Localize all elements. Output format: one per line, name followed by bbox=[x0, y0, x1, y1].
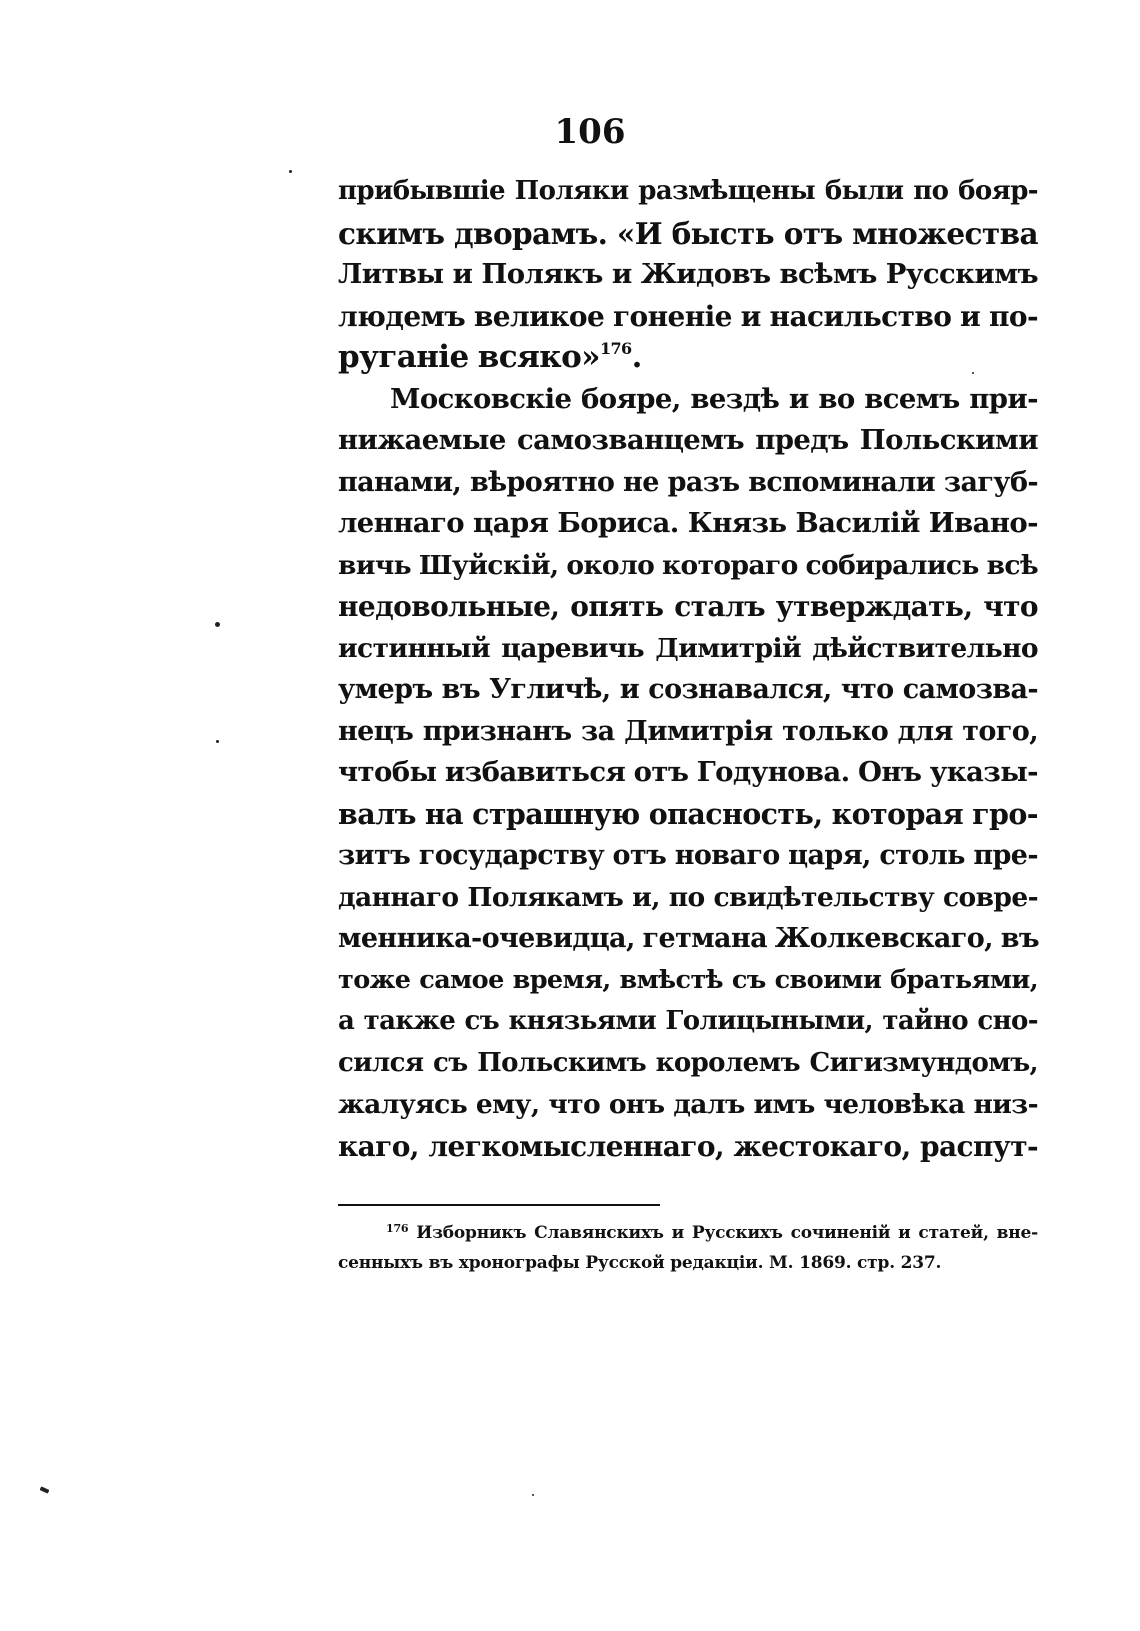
footnote-text: Изборникъ Славянскихъ и Русскихъ сочиненій и статей, вне- bbox=[416, 1223, 1038, 1243]
text-line: тоже самое время, вмѣстѣ съ своими братьями, bbox=[338, 964, 1038, 995]
scan-speck bbox=[216, 740, 219, 743]
text-line: нижаемые самозванцемъ предъ Польскими bbox=[338, 424, 1038, 456]
footnote-reference: 176 bbox=[599, 339, 632, 358]
text-line: людемъ великое гоненіе и насильство и по- bbox=[338, 299, 1038, 333]
text-line: менника-очевидца, гетмана Жолкевскаго, въ bbox=[338, 923, 1039, 954]
scan-speck bbox=[289, 170, 292, 173]
scan-speck bbox=[215, 622, 220, 627]
text-line: Литвы и Полякъ и Жидовъ всѣмъ Русскимъ bbox=[338, 258, 1038, 290]
text-line: недовольные, опять сталъ утверждать, что bbox=[338, 590, 1038, 623]
text-line: умеръ въ Угличѣ, и сознавался, что самозва- bbox=[338, 674, 1038, 705]
footnote-line bbox=[338, 1218, 1038, 1248]
text-line: даннаго Полякамъ и, по свидѣтельству совре- bbox=[338, 881, 1038, 913]
text-line: вичь Шуйскій, около котораго собирались всѣ bbox=[338, 549, 1038, 581]
text-line: а также съ князьями Голицыными, тайно сно- bbox=[338, 1006, 1038, 1036]
text-line: скимъ дворамъ. «И бысть отъ множества bbox=[338, 215, 1038, 251]
text-line: нецъ признанъ за Димитрія только для того, bbox=[338, 715, 1038, 747]
footnote bbox=[338, 1218, 1038, 1278]
page-number: 106 bbox=[554, 112, 626, 152]
scan-speck bbox=[532, 1494, 534, 1496]
text-line: леннаго царя Бориса. Князь Василій Ивано- bbox=[338, 507, 1038, 539]
text-line: валъ на страшную опасность, которая гро- bbox=[338, 796, 1038, 831]
main-text bbox=[338, 171, 1038, 1167]
text-line: каго, легкомысленнаго, жестокаго, распут- bbox=[338, 1129, 1038, 1163]
text-line: зитъ государству отъ новаго царя, столь пре- bbox=[338, 840, 1038, 871]
scan-speck bbox=[40, 1486, 50, 1493]
text-line-end: . bbox=[631, 339, 642, 375]
text-line bbox=[338, 337, 1038, 379]
text-line: жалуясь ему, что онъ далъ имъ человѣка низ- bbox=[338, 1089, 1038, 1120]
text-line: сился съ Польскимъ королемъ Сигизмундомъ, bbox=[338, 1047, 1038, 1078]
text-line: панами, вѣроятно не разъ вспоминали загуб- bbox=[338, 466, 1038, 498]
paragraph-first-line: Московскіе бояре, вездѣ и во всемъ при- bbox=[390, 382, 1038, 415]
text-line: чтобы избавиться отъ Годунова. Онъ указы- bbox=[338, 756, 1038, 788]
footnote-line: сенныхъ въ хронографы Русской редакціи. М. 1869. стр. 237. bbox=[338, 1253, 942, 1273]
footnote-divider bbox=[338, 1204, 660, 1206]
text-line: истинный царевичь Димитрій дѣйствительно bbox=[338, 632, 1038, 664]
text-line-content: руганіе всяко» bbox=[338, 339, 600, 375]
scan-speck bbox=[972, 372, 974, 374]
footnote-marker: 176 bbox=[386, 1222, 409, 1235]
text-line: прибывшіе Поляки размѣщены были по бояр- bbox=[338, 176, 1038, 206]
